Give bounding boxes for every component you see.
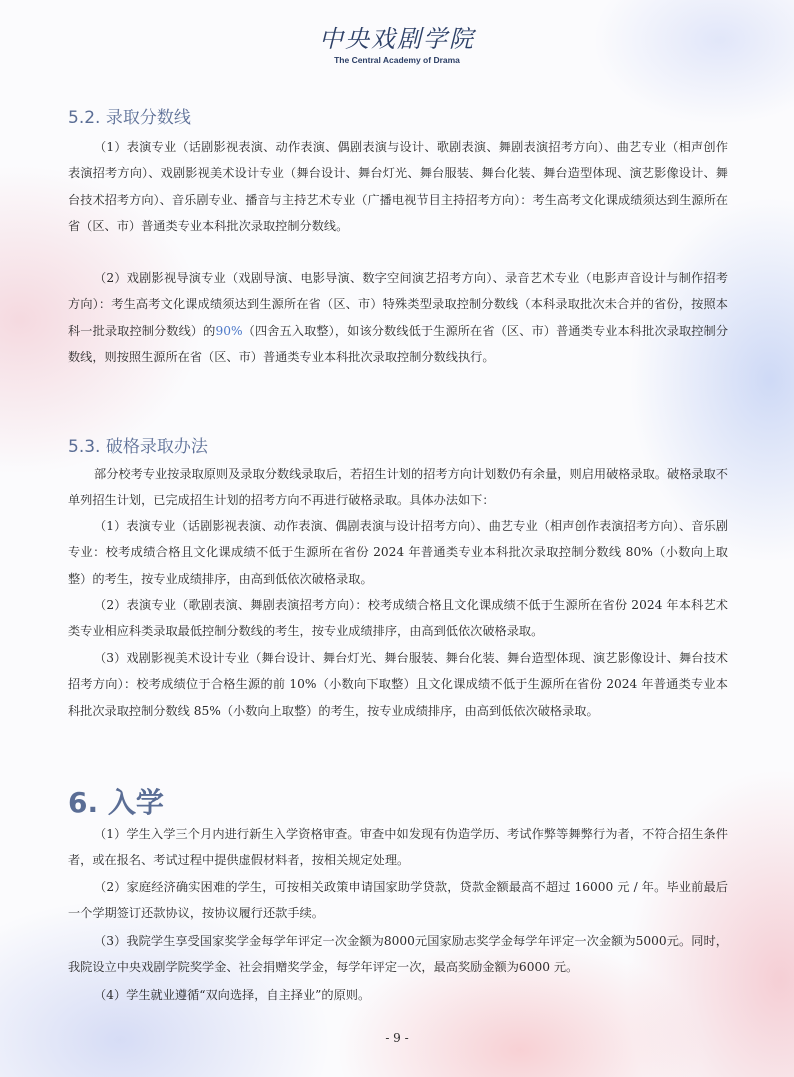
paragraph-text: （2）戏剧影视导演专业（戏剧导演、电影导演、数字空间演艺招考方向）、录音艺术专业（电影声音设计与制作招考方向）：考生高考文化课成绩须达到生源所在省（区、市）特殊类型录取控制分数线（本科录取批次未合并的省份，按照本科一批录取控制分数线）的	[68, 271, 728, 338]
section-6-paragraph-3: （3）我院学生享受国家奖学金每学年评定一次金额为8000元国家励志奖学金每学年评定一次金额为5000元。同时，我院设立中央戏剧学院奖学金、社会捐赠奖学金，每学年评定一次，最高奖励金额为6000 元。	[68, 934, 728, 975]
section-5-2-heading: 5.2. 录取分数线	[68, 108, 191, 128]
section-6-paragraph-2: （2）家庭经济确实困难的学生，可按相关政策申请国家助学贷款，贷款金额最高不超过 16000 元 / 年。毕业前最后一个学期签订还款协议，按协议履行还款手续。	[68, 880, 728, 921]
section-5-3-paragraph-1: （1）表演专业（话剧影视表演、动作表演、偶剧表演与设计招考方向）、曲艺专业（相声创作表演招考方向）、音乐剧专业：校考成绩合格且文化课成绩不低于生源所在省份 2024 年普通类专业本科批次录取控制分数线 80%（小数向上取整）的考生，按专业成绩排序，由高到低依次破格录取。	[68, 519, 728, 586]
section-6-paragraph-1: （1）学生入学三个月内进行新生入学资格审查。审查中如发现有伪造学历、考试作弊等舞弊行为者，不符合招生条件者，或在报名、考试过程中提供虚假材料者，按相关规定处理。	[68, 827, 728, 868]
section-5-3-paragraph-2: （2）表演专业（歌剧表演、舞剧表演招考方向）：校考成绩合格且文化课成绩不低于生源所在省份 2024 年本科艺术类专业相应科类录取最低控制分数线的考生，按专业成绩排序，由高到低依次破格录取。	[68, 598, 728, 639]
page-number: - 9 -	[385, 1031, 409, 1045]
section-5-2-paragraph-1: （1）表演专业（话剧影视表演、动作表演、偶剧表演与设计、歌剧表演、舞剧表演招考方向）、曲艺专业（相声创作表演招考方向）、戏剧影视美术设计专业（舞台设计、舞台灯光、舞台服装、舞台化装、舞台造型体现、演艺影像设计、舞台技术招考方向）、音乐剧专业、播音与主持艺术专业（广播电视节目主持招考方向）：考生高考文化课成绩须达到生源所在省（区、市）普通类专业本科批次录取控制分数线。	[68, 140, 728, 233]
section-6-paragraph-4: （4）学生就业遵循“双向选择，自主择业”的原则。	[94, 988, 371, 1002]
section-6-heading: 6. 入学	[68, 786, 164, 819]
section-5-3-heading: 5.3. 破格录取办法	[68, 437, 208, 457]
section-5-2-paragraph-2	[68, 265, 728, 370]
section-5-3-intro: 部分校考专业按录取原则及录取分数线录取后，若招生计划的招考方向计划数仍有余量，则启用破格录取。破格录取不单列招生计划，已完成招生计划的招考方向不再进行破格录取。具体办法如下：	[68, 467, 728, 508]
logo-english-name: The Central Academy of Drama	[334, 55, 460, 65]
paragraph-text: （四舍五入取整），如该分数线低于生源所在省（区、市）普通类专业本科批次录取控制分数线，则按照生源所在省（区、市）普通类专业本科批次录取控制分数线执行。	[68, 323, 729, 364]
highlighted-percentage: 90%	[215, 323, 243, 338]
section-5-3-paragraph-3: （3）戏剧影视美术设计专业（舞台设计、舞台灯光、舞台服装、舞台化装、舞台造型体现、演艺影像设计、舞台技术招考方向）：校考成绩位于合格生源的前 10%（小数向下取整）且文化课成绩不低于生源所在省份 2024 年普通类专业本科批次录取控制分数线 85%（小数向上取整）的考生，按专业成绩排序，由高到低依次破格录取。	[68, 651, 728, 718]
academy-logo	[0, 24, 794, 66]
logo-chinese-name: 中央戏剧学院	[319, 25, 475, 53]
